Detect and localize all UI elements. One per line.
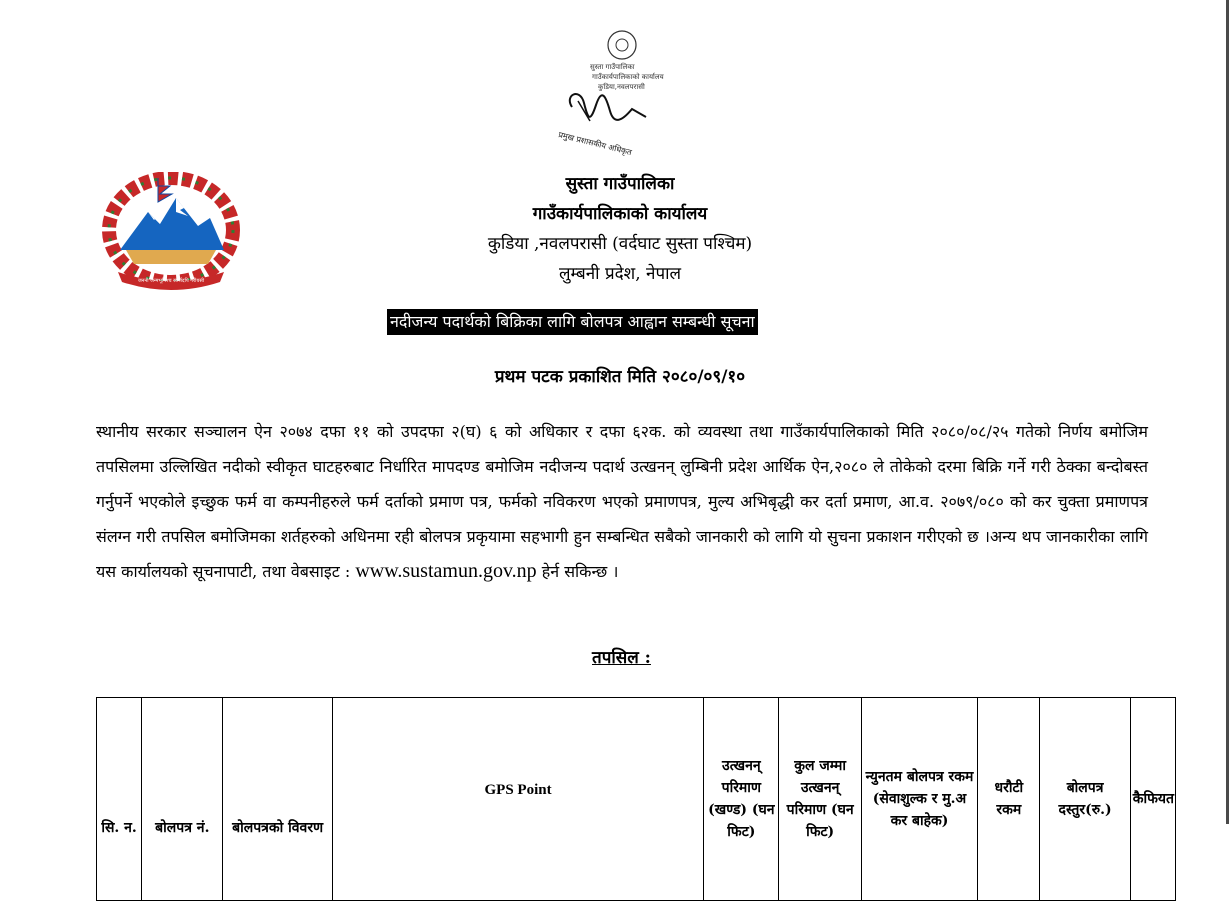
office-address: कुडिया ,नवलपरासी (वर्दघाट सुस्ता पश्चिम) [487, 234, 753, 254]
stamp-line-3: कुडिया,नवलपरासी [598, 83, 645, 91]
notice-body-end: हेर्न सकिन्छ । [541, 562, 619, 581]
col-bid-fee: बोलपत्र दस्तुर(रु.) [1040, 698, 1130, 901]
municipality-name: सुस्ता गाउँपालिका [565, 174, 675, 194]
table-header-row [97, 698, 1176, 901]
office-name: गाउँकार्यपालिकाको कार्यालय [532, 204, 708, 224]
stamp-line-1: सुस्ता गाउँपालिका [590, 63, 635, 71]
col-minimum-bid: न्युनतम बोलपत्र रकम (सेवाशुल्क र मु.अ कर बाहेक) [861, 698, 977, 901]
col-total-extraction: कुल जम्मा उत्खनन् परिमाण (घन फिट) [779, 698, 861, 901]
col-remarks: कैफियत [1130, 698, 1175, 901]
schedule-heading: तपसिल : [592, 648, 651, 668]
col-bid-number: बोलपत्र नं. [142, 698, 223, 901]
publication-date: प्रथम पटक प्रकाशित मिति २०८०/०९/१० [494, 367, 746, 387]
notice-body [96, 414, 1148, 589]
emblem-caption: जननी जन्मभूमिश्च स्वर्गादपि गरीयसी [137, 278, 205, 284]
col-gps-point: GPS Point [332, 698, 703, 901]
nepal-emblem-icon [98, 172, 244, 290]
signature-stamp [550, 25, 670, 165]
bid-table [96, 697, 1176, 901]
province-name: लुम्बनी प्रदेश, नेपाल [558, 264, 682, 284]
col-deposit: धरौटी रकम [978, 698, 1040, 901]
notice-body-text: स्थानीय सरकार सञ्चालन ऐन २०७४ दफा ११ को उपदफा २(घ) ६ को अधिकार र दफा ६२क. को व्यवस्था तथा गाउँकार्यपालिकाको मिति २०८०/०८/२५ गतेको निर्णय बमोजिम तपसिलमा उल्लिखित नदीको स्वीकृत घाटहरुबाट निर्धारित मापदण्ड बमोजिम नदीजन्य पदार्थ उत्खनन् लुम्बिनी प्रदेश आर्थिक ऐन,२०८० ले तोकेको दरमा बिक्रि गर्ने गरी ठेक्का बन्दोबस्त गर्नुपर्ने भएकोले इच्छुक फर्म वा कम्पनीहरुले फर्म दर्ताको प्रमाण पत्र, फर्मको नविकरण भएको प्रमाणपत्र, मुल्य अभिबृद्धी कर दर्ता प्रमाण, आ.व. २०७९/०८० को कर चुक्ता प्रमाणपत्र संलग्न गरी तपसिल बमोजिमका शर्तहरुको अधिनमा रही बोलपत्र प्रकृयामा सहभागी हुन सम्बन्धित सबैको जानकारी को लागि यो सुचना प्रकाशन गरीएको छ ।अन्य थप जानकारीका लागि यस कार्यालयको सूचनापाटी, तथा वेबसाइट : [96, 422, 1148, 581]
col-serial: सि. न. [97, 698, 142, 901]
col-extraction-quantity: उत्खनन् परिमाण (खण्ड) (घन फिट) [704, 698, 779, 901]
signature-caption: प्रमुख प्रशासकीय अधिकृत [557, 130, 633, 158]
col-bid-description: बोलपत्रको विवरण [223, 698, 332, 901]
stamp-line-2: गाउँकार्यपालिकाको कार्यालय [592, 73, 664, 81]
website-link[interactable]: www.sustamun.gov.np [355, 560, 537, 582]
notice-title: नदीजन्य पदार्थको बिक्रिका लागि बोलपत्र आह्वान सम्बन्धी सूचना [387, 309, 758, 335]
